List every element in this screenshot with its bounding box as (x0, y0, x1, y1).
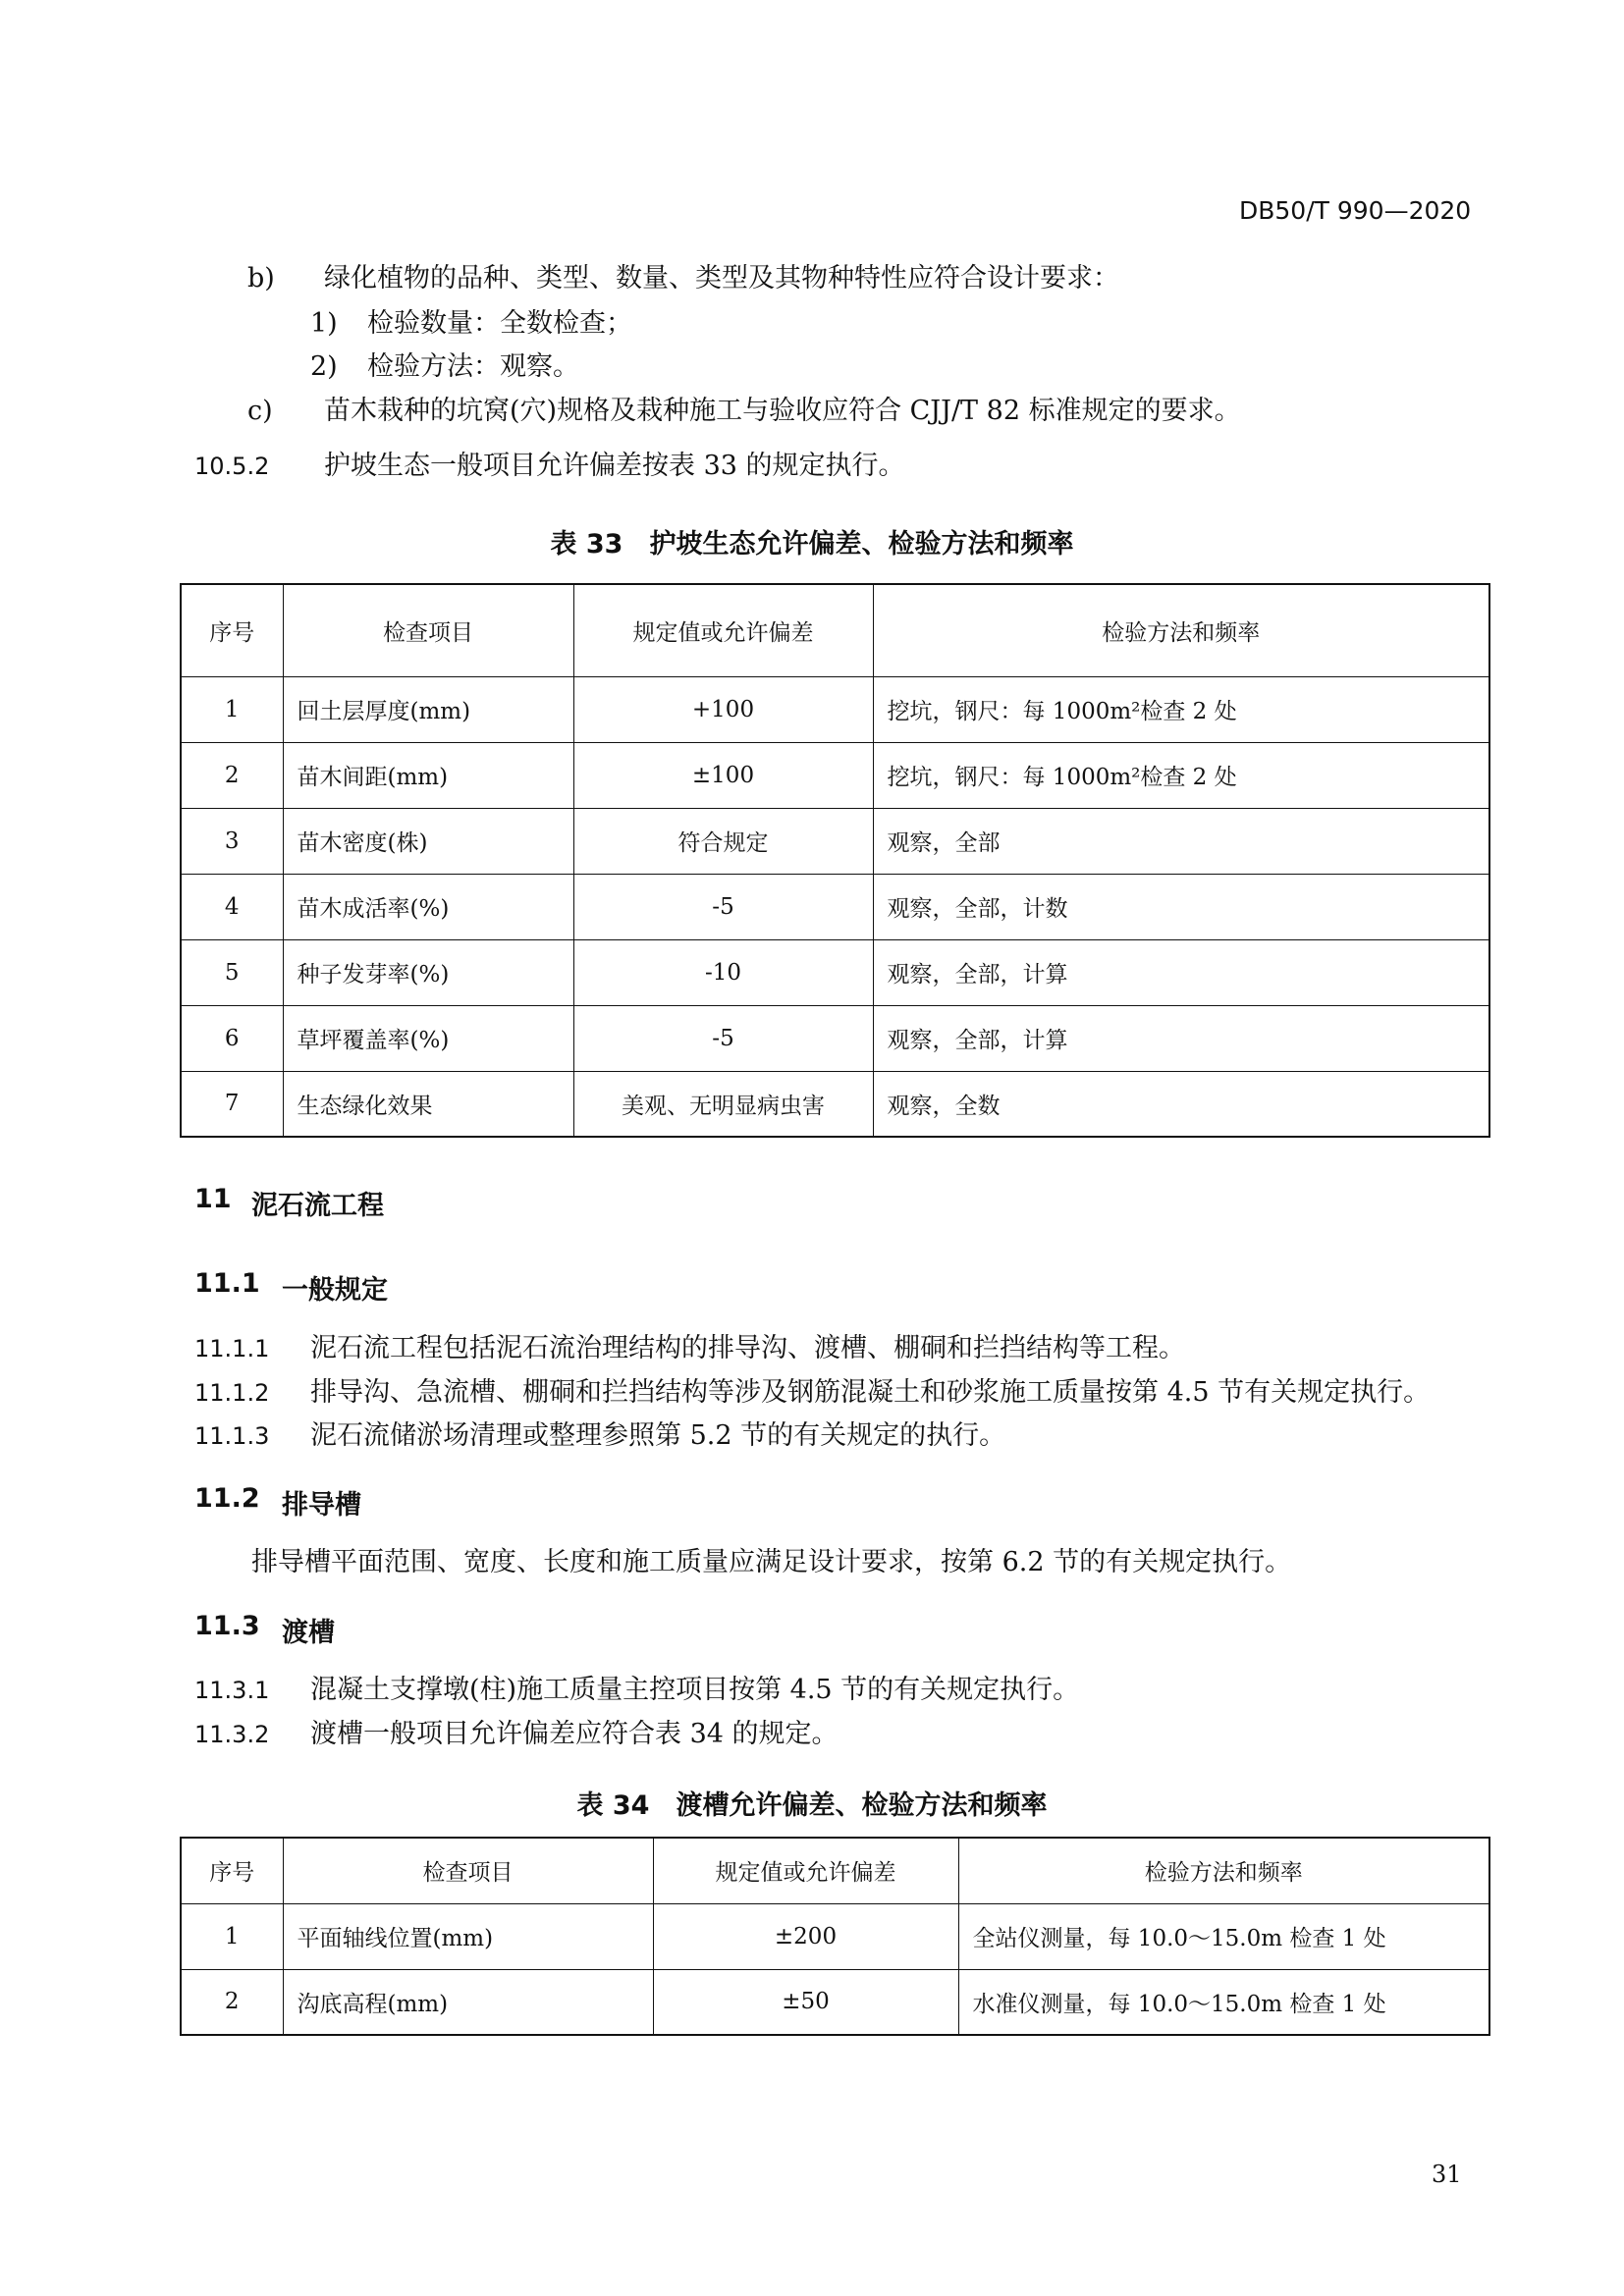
clause-text: 泥石流工程包括泥石流治理结构的排导沟、渡槽、棚硐和拦挡结构等工程。 (310, 1333, 1185, 1363)
cell: ±100 (573, 742, 873, 808)
cell: 2 (181, 742, 283, 808)
table-row (181, 742, 1489, 808)
section-title: 泥石流工程 (251, 1191, 384, 1221)
cell: 苗木密度(株) (283, 808, 573, 874)
header-cell: 检验方法和频率 (958, 1838, 1489, 1903)
cell: 水准仪测量，每 10.0～15.0m 检查 1 处 (958, 1969, 1489, 2035)
table33 (180, 583, 1490, 1138)
document-code: DB50/T 990—2020 (1239, 196, 1472, 225)
cell: 4 (181, 874, 283, 939)
cell: 6 (181, 1005, 283, 1071)
cell: ±50 (653, 1969, 958, 2035)
table-row (181, 1969, 1489, 2035)
cell: 美观、无明显病虫害 (573, 1071, 873, 1137)
clause-number: 11.3.1 (194, 1677, 270, 1704)
table-header-row (181, 1838, 1489, 1903)
header-cell: 检查项目 (283, 1838, 653, 1903)
header-cell: 序号 (181, 1838, 283, 1903)
clause-number: 11.3.2 (194, 1721, 270, 1748)
sublist-label: 2) (310, 351, 338, 382)
clause-number: 11.1.2 (194, 1379, 270, 1407)
cell: ±200 (653, 1903, 958, 1969)
cell: 种子发芽率(%) (283, 939, 573, 1005)
table33-caption: 表 33 护坡生态允许偏差、检验方法和频率 (550, 529, 1074, 560)
cell: -5 (573, 874, 873, 939)
paragraph: 排导槽平面范围、宽度、长度和施工质量应满足设计要求，按第 6.2 节的有关规定执行。 (251, 1547, 1292, 1577)
subsection-title: 排导槽 (282, 1490, 361, 1521)
table-row (181, 1903, 1489, 1969)
table-header-row (181, 584, 1489, 676)
page-number: 31 (1432, 2161, 1462, 2188)
clause-number: 11.1.1 (194, 1335, 270, 1362)
cell: 7 (181, 1071, 283, 1137)
table34 (180, 1837, 1490, 2036)
cell: 平面轴线位置(mm) (283, 1903, 653, 1969)
cell: 挖坑，钢尺：每 1000m²检查 2 处 (873, 676, 1489, 742)
table34-caption: 表 34 渡槽允许偏差、检验方法和频率 (576, 1790, 1048, 1821)
clause-number: 11.1.3 (194, 1422, 270, 1450)
table-row (181, 1071, 1489, 1137)
cell: 回土层厚度(mm) (283, 676, 573, 742)
cell: 1 (181, 1903, 283, 1969)
header-cell: 检查项目 (283, 584, 573, 676)
cell: 沟底高程(mm) (283, 1969, 653, 2035)
cell: 符合规定 (573, 808, 873, 874)
header-cell: 检验方法和频率 (873, 584, 1489, 676)
subsection-number: 11.1 (194, 1268, 260, 1299)
header-cell: 规定值或允许偏差 (653, 1838, 958, 1903)
cell: 观察，全部，计数 (873, 874, 1489, 939)
clause-text: 排导沟、急流槽、棚硐和拦挡结构等涉及钢筋混凝土和砂浆施工质量按第 4.5 节有关规定执行。 (310, 1377, 1431, 1408)
cell: 2 (181, 1969, 283, 2035)
header-cell: 规定值或允许偏差 (573, 584, 873, 676)
subsection-title: 渡槽 (282, 1618, 335, 1648)
cell: -5 (573, 1005, 873, 1071)
clause-text: 泥石流储淤场清理或整理参照第 5.2 节的有关规定的执行。 (310, 1420, 1006, 1451)
header-cell: 序号 (181, 584, 283, 676)
subsection-number: 11.2 (194, 1483, 260, 1514)
cell: 生态绿化效果 (283, 1071, 573, 1137)
table-row (181, 874, 1489, 939)
clause-number: 10.5.2 (194, 453, 270, 480)
cell: 观察，全部，计算 (873, 1005, 1489, 1071)
cell: 观察，全部 (873, 808, 1489, 874)
sublist-text: 检验数量：全数检查； (367, 308, 632, 339)
cell: 观察，全部，计算 (873, 939, 1489, 1005)
table-row (181, 1005, 1489, 1071)
cell: 全站仪测量，每 10.0～15.0m 检查 1 处 (958, 1903, 1489, 1969)
sublist-label: 1) (310, 308, 338, 339)
cell: 挖坑，钢尺：每 1000m²检查 2 处 (873, 742, 1489, 808)
clause-text: 护坡生态一般项目允许偏差按表 33 的规定执行。 (324, 451, 905, 481)
clause-text: 渡槽一般项目允许偏差应符合表 34 的规定。 (310, 1719, 839, 1749)
table-row (181, 808, 1489, 874)
cell: -10 (573, 939, 873, 1005)
clause-text: 混凝土支撑墩(柱)施工质量主控项目按第 4.5 节的有关规定执行。 (310, 1675, 1080, 1705)
cell: 3 (181, 808, 283, 874)
list-label: c) (247, 396, 273, 426)
cell: 1 (181, 676, 283, 742)
cell: 观察，全数 (873, 1071, 1489, 1137)
table-row (181, 939, 1489, 1005)
cell: 5 (181, 939, 283, 1005)
subsection-number: 11.3 (194, 1611, 260, 1641)
cell: 苗木间距(mm) (283, 742, 573, 808)
list-label: b) (247, 263, 275, 294)
cell: +100 (573, 676, 873, 742)
cell: 苗木成活率(%) (283, 874, 573, 939)
subsection-title: 一般规定 (282, 1275, 388, 1306)
list-text: 绿化植物的品种、类型、数量、类型及其物种特性应符合设计要求： (324, 263, 1119, 294)
table-row (181, 676, 1489, 742)
list-text: 苗木栽种的坑窝(穴)规格及栽种施工与验收应符合 CJJ/T 82 标准规定的要求。 (324, 396, 1241, 426)
sublist-text: 检验方法：观察。 (367, 351, 579, 382)
cell: 草坪覆盖率(%) (283, 1005, 573, 1071)
section-number: 11 (194, 1184, 232, 1214)
